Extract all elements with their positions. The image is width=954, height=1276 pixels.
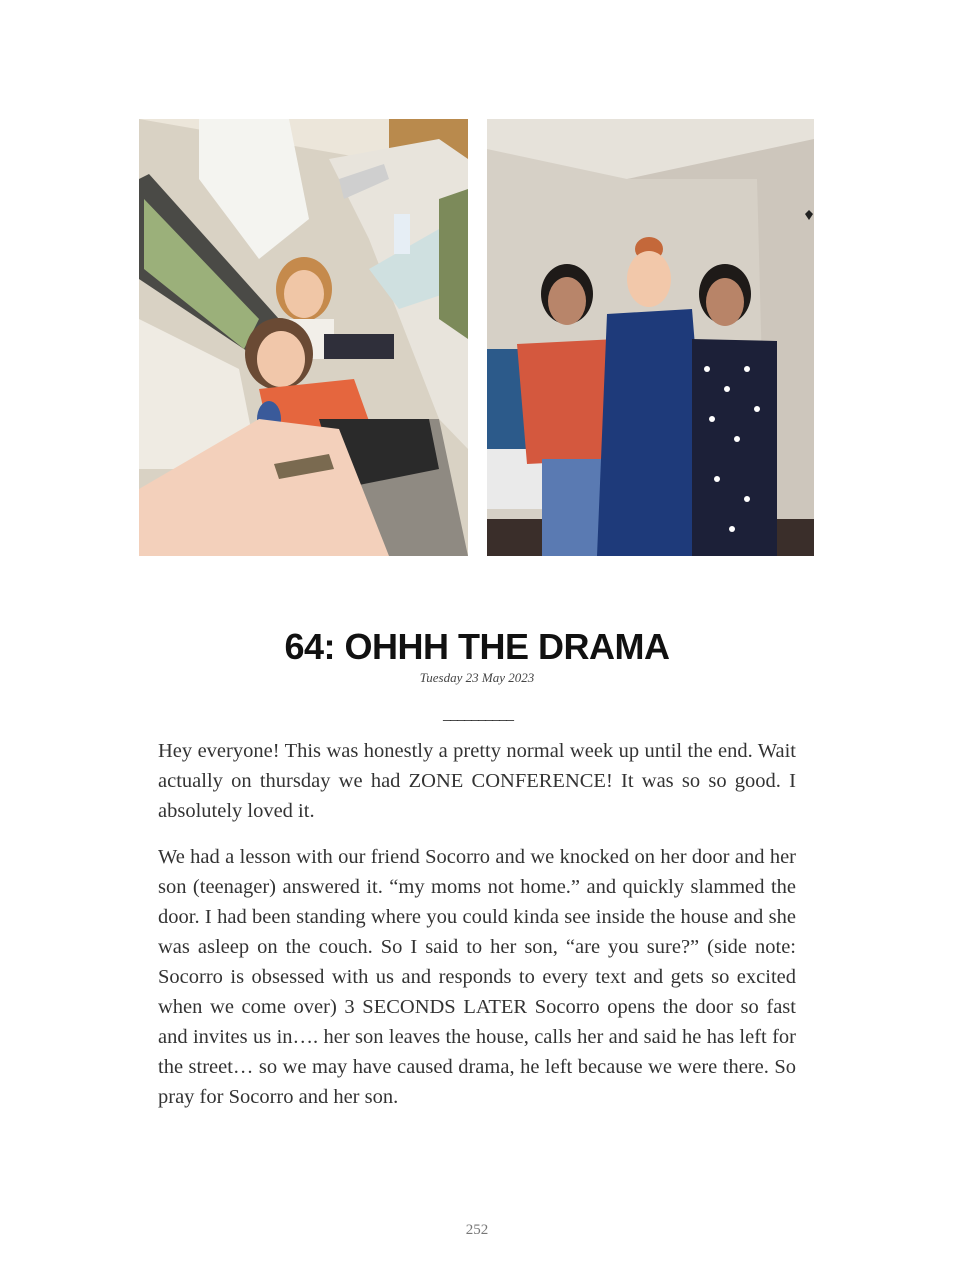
- post-date: Tuesday 23 May 2023: [419, 670, 535, 685]
- photo-right-image: [487, 119, 814, 556]
- post-title: 64: OHHH THE DRAMA: [284, 626, 670, 667]
- paragraph: Hey everyone! This was honestly a pretty normal week up until the end. Wait actually on thursday we had ZONE CONFERENCE! It was so so good. I absolutely loved it.: [158, 740, 796, 822]
- post-body: [158, 736, 796, 1128]
- paragraph: We had a lesson with our friend Socorro and we knocked on her door and her son (teenager) answered it. “my moms not home.” and quickly slammed the door. I had been standing where you could kinda see inside the house and she was asleep on the couch. So I said to her son, “are you sure?” (side note: Socorro is obsessed with us and responds to every text and gets so excited when we come over) 3 SECONDS LATER Socorro opens the door so fast and invites us in…. her son leaves the house, calls her and said he has left for the street… so we may have caused drama, he left because we were there. So pray for Socorro and her son.: [158, 846, 796, 1108]
- title-divider: __________: [443, 706, 513, 723]
- photo-right: [487, 119, 814, 556]
- page-number: 252: [465, 1222, 489, 1238]
- photo-left: [139, 119, 468, 556]
- photo-left-image: [139, 119, 468, 556]
